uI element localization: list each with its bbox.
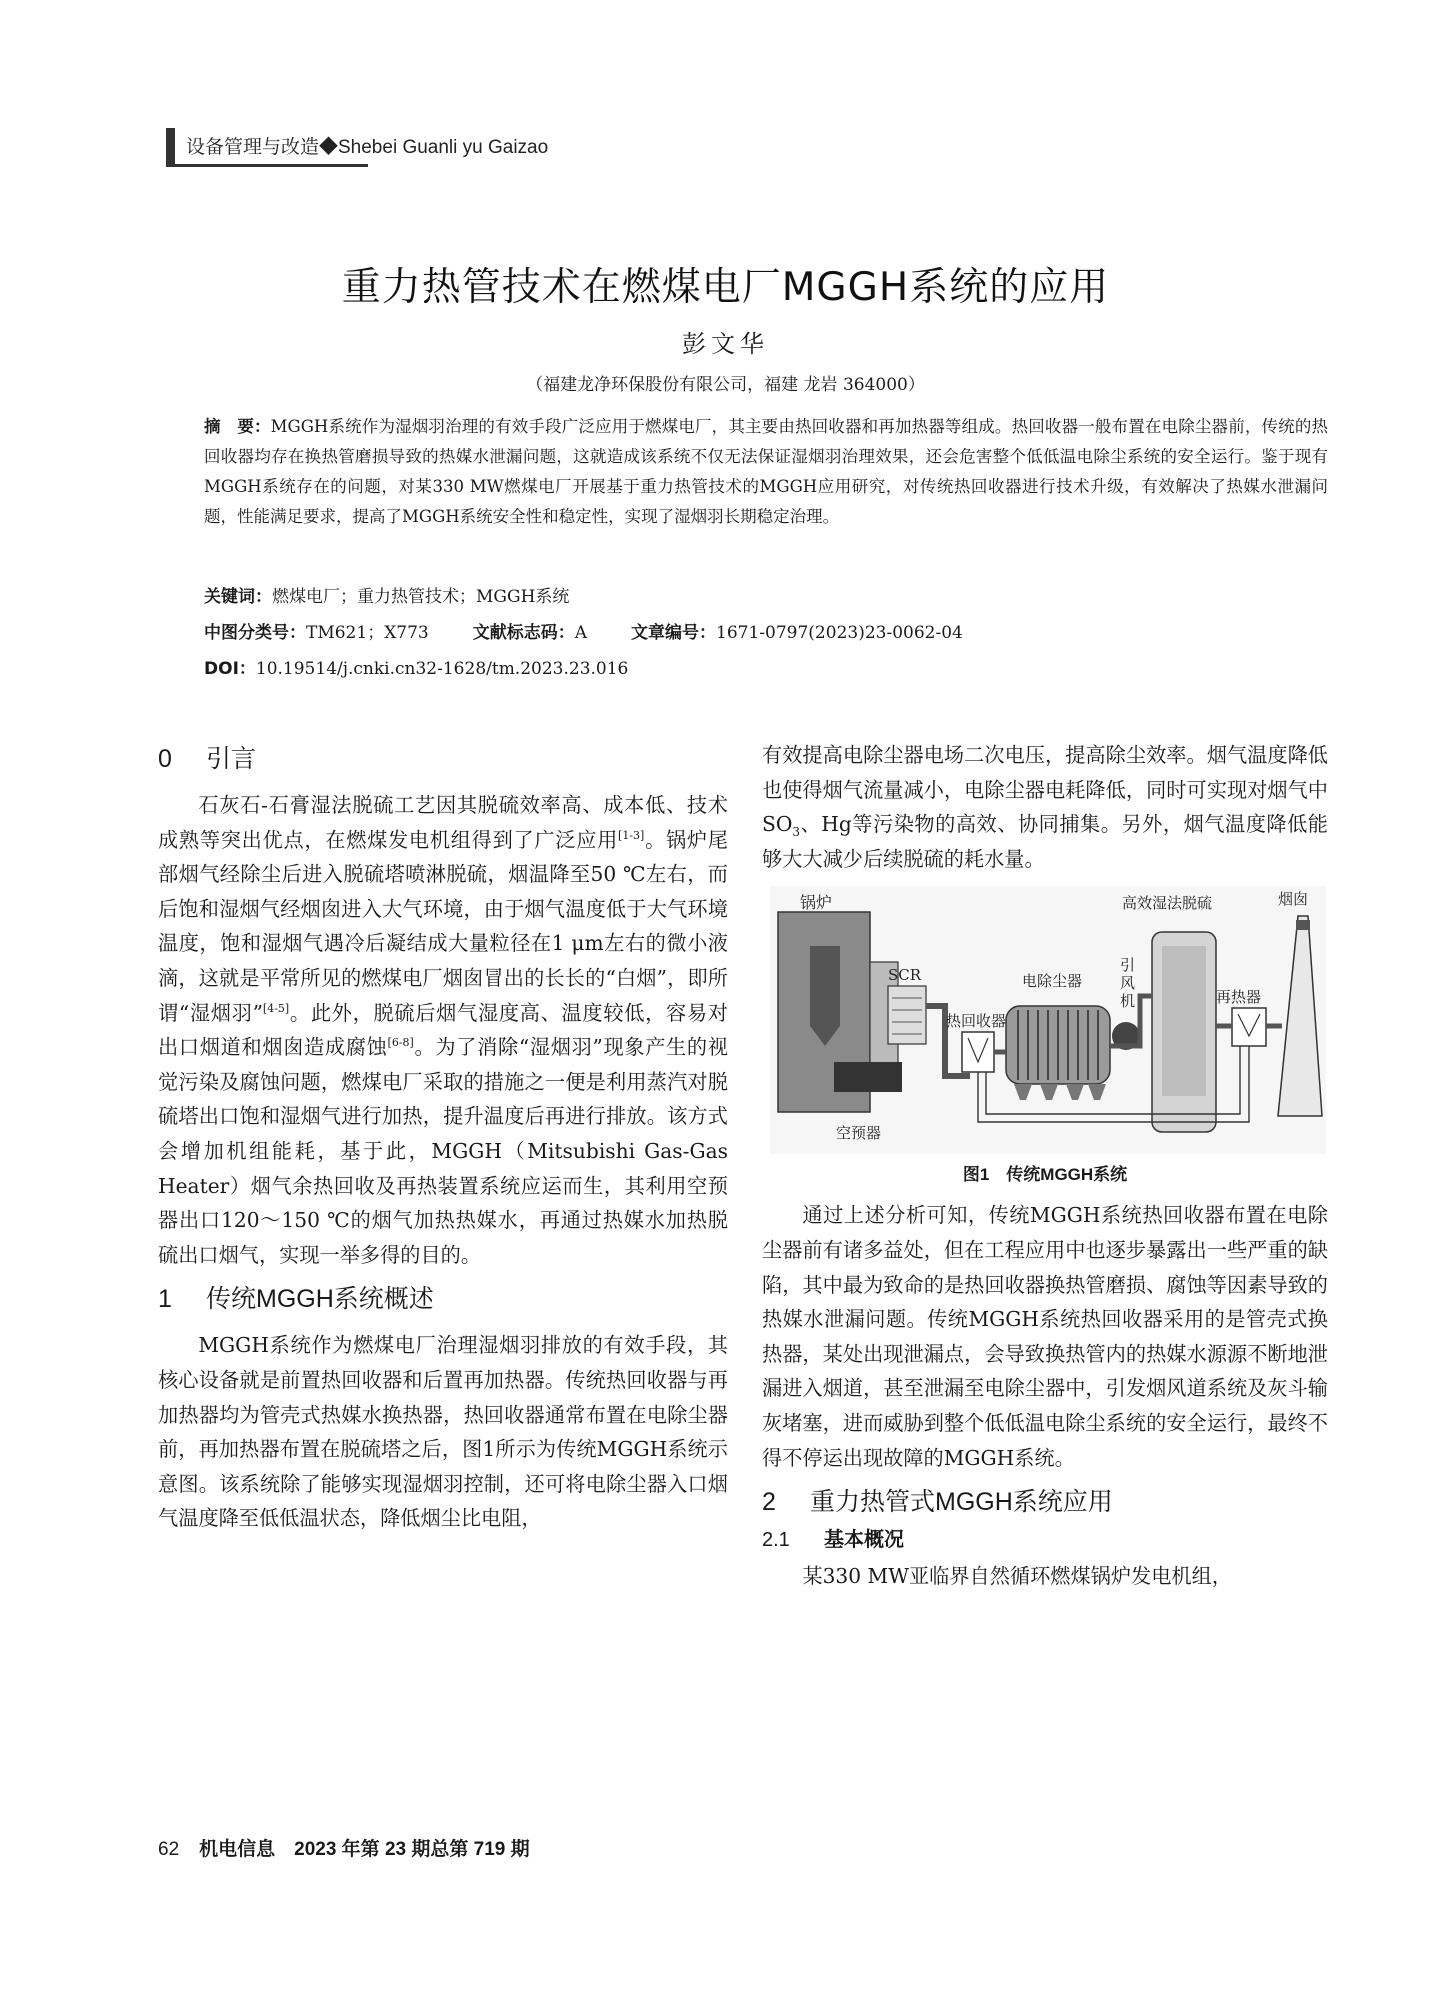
sec2-1-paragraph: 某330 MW亚临界自然循环燃煤锅炉发电机组， — [802, 1564, 1232, 1589]
citation: [4-5] — [262, 1001, 290, 1015]
sec1-paragraph-continued — [762, 738, 1328, 876]
clc-label: 中图分类号： — [204, 623, 306, 643]
left-column — [158, 738, 728, 1536]
classification-line — [204, 618, 963, 643]
text-run: 、Hg等污染物的高效、协同捕集。另外，烟气温度降低能够大大减少后续脱硫的耗水量。 — [762, 812, 1328, 871]
subsection-title: 基本概况 — [824, 1529, 904, 1552]
section-0-heading — [158, 742, 728, 776]
doi-value: 10.19514/j.cnki.cn32-1628/tm.2023.23.016 — [255, 659, 629, 679]
header-bar — [166, 128, 175, 164]
running-header — [166, 128, 566, 166]
text-run: 。锅炉尾部烟气经除尘后进入脱硫塔喷淋脱硫，烟温降至50 ℃左右，而后饱和湿烟气经烟囱进入大气环境，由于烟气温度低于大气环境温度，饱和湿烟气遇冷后凝结成大量粒径在1 μm左右的微小液滴，这就是平常所见的燃煤电厂烟囱冒出的长长的“白烟”，即所谓“湿烟羽” — [158, 827, 728, 1025]
keywords-label: 关键词： — [204, 587, 272, 607]
doc-code-label: 文献标志码： — [472, 623, 575, 643]
heat-recovery-shape — [962, 1032, 994, 1072]
label-air-preheater: 空预器 — [836, 1124, 882, 1143]
label-reheater: 再热器 — [1216, 988, 1262, 1007]
text-run: 有效提高电除尘器电场二次电压，提高除尘效率。烟气温度降低也使得烟气流量减小，电除尘器电耗降低，同时可实现对烟气中SO — [762, 743, 1328, 837]
section-1-heading — [158, 1282, 728, 1316]
label-fan — [1120, 956, 1140, 1010]
sec1-paragraph-2: 通过上述分析可知，传统MGGH系统热回收器布置在电除尘器前有诸多益处，但在工程应用中也逐步暴露出一些严重的缺陷，其中最为致命的是热回收器换热管磨损、腐蚀等因素导致的热媒水泄漏问题。传统MGGH系统热回收器采用的是管壳式换热器，某处出现泄漏点，会导致换热管内的热媒水源源不断地泄漏进入烟道，甚至泄漏至电除尘器中，引发烟风道系统及灰斗输灰堵塞，进而威胁到整个低低温电除尘系统的安全运行，最终不得不停运出现故障的MGGH系统。 — [762, 1203, 1328, 1470]
journal-issue: 机电信息 2023 年第 23 期总第 719 期 — [199, 1839, 530, 1860]
label-fan-line2: 风 — [1120, 974, 1136, 993]
affiliation: （福建龙净环保股份有限公司，福建 龙岩 364000） — [526, 375, 925, 395]
abstract-text: MGGH系统作为湿烟羽治理的有效手段广泛应用于燃煤电厂，其主要由热回收器和再加热器等组成。热回收器一般布置在电除尘器前，传统的热回收器均存在换热管磨损导致的热媒水泄漏问题，这就造成该系统不仅无法保证湿烟羽治理效果，还会危害整个低低温电除尘系统的安全运行。鉴于现有MGGH系统存在的问题，对某330 MW燃煤电厂开展基于重力热管技术的MGGH应用研究，对传统热回收器进行技术升级，有效解决了热媒水泄漏问题，性能满足要求，提高了MGGH系统安全性和稳定性，实现了湿烟羽长期稳定治理。 — [204, 417, 1328, 526]
doi-label: DOI： — [204, 659, 256, 679]
stack-shape — [1278, 916, 1322, 1116]
label-fgd: 高效湿法脱硫 — [1122, 894, 1213, 913]
clc-value: TM621；X773 — [306, 623, 429, 643]
reheater-shape — [1232, 1008, 1266, 1046]
page-number: 62 — [158, 1839, 180, 1860]
section-number: 2 — [762, 1488, 776, 1517]
scr-shape — [888, 986, 926, 1044]
figure-1-caption: 图1 传统MGGH系统 — [962, 1165, 1128, 1185]
text-run: 。此外，脱硫后烟气湿度高、温度较低，容易对出口烟道和烟囱造成腐蚀 — [158, 1000, 728, 1060]
subscript: 3 — [792, 825, 801, 840]
boiler-inner — [810, 946, 840, 1046]
label-scr: SCR — [888, 966, 922, 985]
keywords — [204, 582, 569, 607]
citation: [6-8] — [387, 1036, 414, 1050]
label-stack: 烟囱 — [1278, 890, 1309, 909]
figure-1-diagram — [770, 886, 1326, 1154]
mggh-system-diagram — [770, 886, 1326, 1154]
section-2-heading — [762, 1485, 1328, 1519]
label-fan-line3: 机 — [1120, 992, 1136, 1011]
citation: [1-3] — [618, 828, 645, 842]
subsection-number: 2.1 — [762, 1529, 790, 1552]
header-section-label: 设备管理与改造◆Shebei Guanli yu Gaizao — [186, 137, 549, 158]
author: 彭文华 — [682, 330, 769, 358]
article-number-label: 文章编号： — [631, 623, 717, 643]
text-run: 石灰石-石膏湿法脱硫工艺因其脱硫效率高、成本低、技术成熟等突出优点，在燃煤发电机组得到了广泛应用 — [158, 793, 728, 852]
label-heat-recovery: 热回收器 — [946, 1012, 1007, 1031]
air-preheater-shape — [834, 1062, 902, 1092]
abstract-label: 摘 要： — [204, 417, 271, 436]
doc-code-value: A — [574, 623, 588, 643]
section-number: 0 — [158, 745, 172, 773]
abstract — [204, 412, 1328, 532]
label-esp: 电除尘器 — [1022, 972, 1083, 991]
section-number: 1 — [158, 1285, 172, 1314]
label-fan-line1: 引 — [1120, 956, 1136, 975]
section-title: 重力热管式MGGH系统应用 — [810, 1488, 1113, 1517]
article-number-value: 1671-0797(2023)23-0062-04 — [716, 623, 963, 643]
section-title: 传统MGGH系统概述 — [206, 1285, 434, 1314]
section-title: 引言 — [206, 745, 257, 773]
doi-line — [204, 654, 628, 679]
subsection-2-1-heading — [762, 1525, 1328, 1555]
intro-paragraph — [158, 788, 728, 1272]
label-boiler: 锅炉 — [800, 893, 833, 913]
header-underline — [166, 164, 368, 167]
paper-title: 重力热管技术在燃煤电厂MGGH系统的应用 — [341, 265, 1110, 310]
page-footer — [158, 1834, 530, 1861]
text-run: 。为了消除“湿烟羽”现象产生的视觉污染及腐蚀问题，燃煤电厂采取的措施之一便是利用蒸汽对脱硫塔出口饱和湿烟气进行加热，提升温度后再进行排放。该方式会增加机组能耗，基于此，MGGH（Mitsubishi Gas-Gas Heater）烟气余热回收及再热装置系统应运而生，其利用空预器出口120～150 ℃的烟气加热热媒水，再通过热媒水加热脱硫出口烟气，实现一举多得的目的。 — [158, 1035, 728, 1267]
right-column — [762, 738, 1328, 1594]
sec1-paragraph: MGGH系统作为燃煤电厂治理湿烟羽排放的有效手段，其核心设备就是前置热回收器和后置再加热器。传统热回收器与再加热器均为管壳式热媒水换热器，热回收器通常布置在电除尘器前，再加热器布置在脱硫塔之后，图1所示为传统MGGH系统示意图。该系统除了能够实现湿烟羽控制，还可将电除尘器入口烟气温度降至低低温状态，降低烟尘比电阻， — [158, 1333, 728, 1531]
keywords-text: 燃煤电厂；重力热管技术；MGGH系统 — [272, 587, 570, 607]
